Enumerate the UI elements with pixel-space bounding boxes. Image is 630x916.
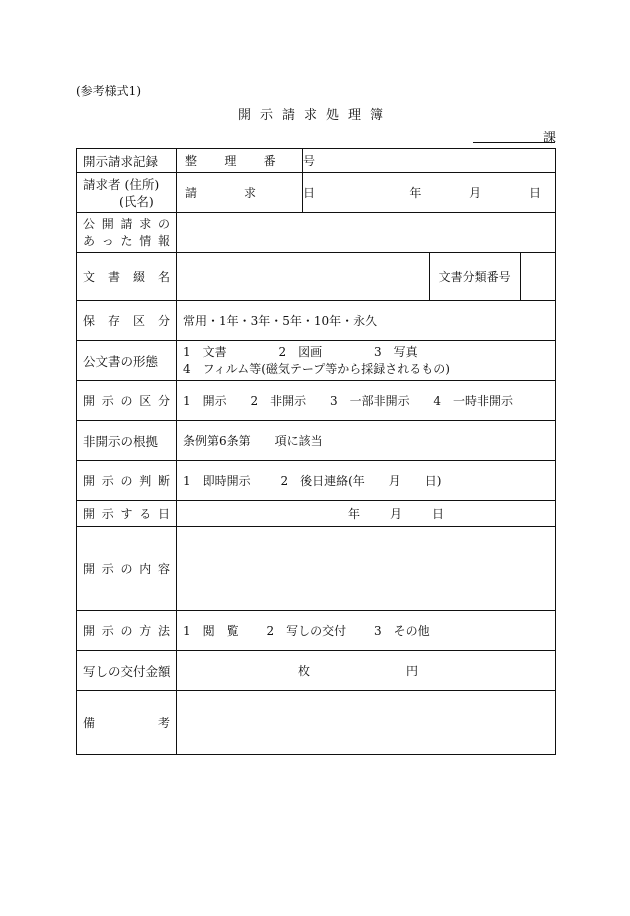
spread-label xyxy=(83,312,170,329)
table-row-content xyxy=(77,527,556,611)
fee-units xyxy=(183,662,549,679)
spread-label xyxy=(83,268,170,285)
spread-label xyxy=(83,472,170,489)
char: 求 xyxy=(139,216,152,231)
label-document-file-name xyxy=(77,253,177,301)
yen-unit: 円 xyxy=(406,664,419,678)
char: 開 xyxy=(83,507,96,521)
spread-label xyxy=(185,152,315,169)
document-file-name-field[interactable] xyxy=(177,253,430,301)
option-non-disclose: 2 非開示 xyxy=(250,394,307,408)
option-inspection: 1 閲 覧 xyxy=(183,624,239,638)
month-unit: 月 xyxy=(469,186,482,200)
char: 分 xyxy=(157,314,170,328)
char: 断 xyxy=(157,474,170,488)
char: 号 xyxy=(302,154,315,168)
char: 存 xyxy=(107,314,120,328)
spread-label xyxy=(83,392,170,409)
char: 報 xyxy=(157,233,170,248)
char: 開 xyxy=(83,474,96,488)
label-disclosure-type xyxy=(77,381,177,421)
char: 番 xyxy=(263,154,276,168)
disclosure-record-table xyxy=(76,148,556,755)
table-row-form xyxy=(77,341,556,381)
char: の xyxy=(120,624,133,638)
char: 方 xyxy=(139,624,152,638)
label-non-disclosure-basis xyxy=(77,421,177,461)
disclosure-type-options[interactable] xyxy=(177,381,556,421)
table-row-retention xyxy=(77,301,556,341)
table-row-fee xyxy=(77,651,556,691)
reference-form-number: (参考様式1) xyxy=(76,84,141,98)
char: 理 xyxy=(224,154,237,168)
label-document-form xyxy=(77,341,177,381)
option-other: 3 その他 xyxy=(373,624,430,638)
day-unit: 日 xyxy=(528,186,541,200)
char: 名 xyxy=(157,270,170,284)
char: 示 xyxy=(101,624,114,638)
option-document: 1 文書 xyxy=(183,344,227,359)
label-text: 写しの交付金額 xyxy=(83,663,171,679)
label-line-1 xyxy=(83,216,170,233)
label-document-class-number: 文書分類番号 xyxy=(430,253,521,300)
label-line-2 xyxy=(83,233,170,250)
year-unit: 年 xyxy=(409,186,422,200)
char: の xyxy=(120,394,133,408)
char: 日 xyxy=(302,186,315,200)
option-film: 4 フィルム等(磁気テープ等から採録されるもの) xyxy=(183,361,450,376)
label-text: 開示請求記録 xyxy=(83,153,159,169)
option-later-contact: 2 後日連絡(年 月 日) xyxy=(280,474,442,488)
char: 示 xyxy=(101,507,114,521)
table-row-method xyxy=(77,611,556,651)
spread-label xyxy=(83,622,170,639)
char: 綴 xyxy=(132,270,145,284)
table-row-disclosure-date xyxy=(77,501,556,527)
char: 開 xyxy=(83,624,96,638)
option-immediate: 1 即時開示 xyxy=(183,474,251,488)
class-number-split xyxy=(430,253,555,300)
non-disclosure-basis-field[interactable] xyxy=(177,421,556,461)
disclosure-method-options[interactable] xyxy=(177,611,556,651)
option-temporary-non-disclose: 4 一時非開示 xyxy=(433,394,514,408)
label-requester-name: (氏名) xyxy=(119,193,154,209)
char: 示 xyxy=(101,394,114,408)
document-class-number-field[interactable] xyxy=(521,253,555,300)
spread-label xyxy=(185,184,315,201)
char: 開 xyxy=(83,394,96,408)
sub-label-request-date xyxy=(177,173,315,213)
char: あ xyxy=(83,233,96,248)
day-unit: 日 xyxy=(432,507,445,521)
table-row-record xyxy=(77,149,556,173)
char: 示 xyxy=(101,562,114,576)
disclosure-date-field[interactable] xyxy=(177,501,556,527)
char: 開 xyxy=(101,216,114,231)
spread-label xyxy=(83,560,170,577)
char: 日 xyxy=(157,507,170,521)
char: 文 xyxy=(83,270,96,284)
table-row-basis xyxy=(77,421,556,461)
disclosure-judgment-options[interactable] xyxy=(177,461,556,501)
char: 容 xyxy=(157,562,170,576)
sheet-unit: 枚 xyxy=(298,664,311,678)
char: 公 xyxy=(83,216,96,231)
char: 開 xyxy=(83,562,96,576)
label-disclosure-judgment xyxy=(77,461,177,501)
copy-fee-field[interactable] xyxy=(177,651,556,691)
form-options-line-1 xyxy=(183,344,549,361)
char: 判 xyxy=(139,474,152,488)
month-unit: 月 xyxy=(389,507,402,521)
char: の xyxy=(120,474,133,488)
requested-info-field[interactable] xyxy=(177,213,556,253)
sub-label-reference-number xyxy=(177,149,315,173)
char: 法 xyxy=(157,624,170,638)
char: 分 xyxy=(157,394,170,408)
char: 請 xyxy=(185,186,198,200)
department-suffix: 課 xyxy=(543,131,557,146)
label-disclosure-method xyxy=(77,611,177,651)
char: 書 xyxy=(107,270,120,284)
char: 考 xyxy=(157,716,170,730)
basis-value: 条例第6条第 項に該当 xyxy=(183,434,323,448)
table-row-requester xyxy=(77,173,556,213)
table-row-info xyxy=(77,213,556,253)
char: の xyxy=(157,216,170,231)
form-title: 開示請求処理簿 xyxy=(237,108,392,123)
label-requester xyxy=(77,173,177,213)
label-text: 公文書の形態 xyxy=(83,353,159,369)
label-requester-address: 請求者 (住所) xyxy=(83,176,160,192)
char: 内 xyxy=(139,562,152,576)
label-request-record xyxy=(77,149,177,173)
char: 区 xyxy=(132,314,145,328)
request-date-field[interactable] xyxy=(303,173,556,213)
char: っ xyxy=(101,233,114,248)
table-row-judgment xyxy=(77,461,556,501)
date-placeholder xyxy=(183,505,549,522)
char: 請 xyxy=(120,216,133,231)
char: 保 xyxy=(83,314,96,328)
label-text: 非開示の根拠 xyxy=(83,433,159,449)
char: た xyxy=(120,233,133,248)
char: の xyxy=(120,562,133,576)
char: す xyxy=(120,507,133,521)
label-disclosure-content xyxy=(77,527,177,611)
label-copy-fee xyxy=(77,651,177,691)
char: 示 xyxy=(101,474,114,488)
label-requested-info xyxy=(77,213,177,253)
disclosure-content-field[interactable] xyxy=(177,527,556,611)
option-copy-delivery: 2 写しの交付 xyxy=(266,624,347,638)
label-disclosure-date xyxy=(77,501,177,527)
reference-number-field[interactable] xyxy=(303,149,556,173)
char: 情 xyxy=(139,233,152,248)
char: 区 xyxy=(139,394,152,408)
char: 求 xyxy=(243,186,256,200)
char: 備 xyxy=(83,716,96,730)
table-row-disclosure-type xyxy=(77,381,556,421)
spread-label xyxy=(83,714,170,731)
table-row-remarks xyxy=(77,691,556,755)
remarks-field[interactable] xyxy=(177,691,556,755)
label-remarks xyxy=(77,691,177,755)
retention-value: 常用・1年・3年・5年・10年・永久 xyxy=(183,314,378,328)
char: る xyxy=(139,507,152,521)
option-disclose: 1 開示 xyxy=(183,394,227,408)
date-placeholder xyxy=(309,184,549,201)
spread-label xyxy=(83,505,170,522)
document-class-number-cell xyxy=(429,253,555,301)
table-row-docname xyxy=(77,253,556,301)
year-unit: 年 xyxy=(347,507,360,521)
retention-options[interactable] xyxy=(177,301,556,341)
option-photo: 3 写真 xyxy=(373,344,418,359)
option-partial-disclose: 3 一部非開示 xyxy=(329,394,410,408)
option-drawing: 2 図画 xyxy=(278,344,323,359)
char: 整 xyxy=(185,154,198,168)
label-retention-category xyxy=(77,301,177,341)
document-form-options[interactable] xyxy=(177,341,556,381)
